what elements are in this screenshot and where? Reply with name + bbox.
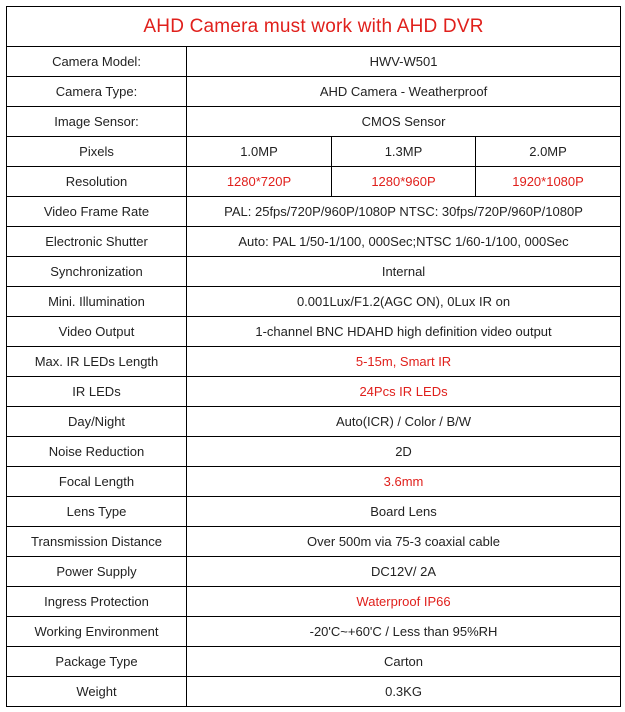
spec-row [7,107,621,137]
spec-label: Electronic Shutter [7,227,187,257]
table-title: AHD Camera must work with AHD DVR [7,7,621,47]
spec-value: Waterproof IP66 [187,587,621,617]
spec-value: 0.001Lux/F1.2(AGC ON), 0Lux IR on [187,287,621,317]
spec-value-cell: 1920*1080P [476,167,621,197]
spec-label: Noise Reduction [7,437,187,467]
spec-sheet [6,6,620,707]
spec-value: CMOS Sensor [187,107,621,137]
spec-value: AHD Camera - Weatherproof [187,77,621,107]
spec-value: Auto(ICR) / Color / B/W [187,407,621,437]
spec-value: DC12V/ 2A [187,557,621,587]
spec-value: Carton [187,647,621,677]
spec-value: 0.3KG [187,677,621,707]
spec-row [7,77,621,107]
spec-row [7,467,621,497]
spec-label: Camera Model: [7,47,187,77]
spec-label: Working Environment [7,617,187,647]
spec-value: 5-15m, Smart IR [187,347,621,377]
spec-label: Pixels [7,137,187,167]
spec-row [7,587,621,617]
title-row [7,7,621,47]
spec-row [7,617,621,647]
spec-label: Package Type [7,647,187,677]
spec-row [7,407,621,437]
spec-value: PAL: 25fps/720P/960P/1080P NTSC: 30fps/720P/960P/1080P [187,197,621,227]
spec-row [7,557,621,587]
spec-value: 24Pcs IR LEDs [187,377,621,407]
spec-row [7,227,621,257]
spec-label: Ingress Protection [7,587,187,617]
spec-value: HWV-W501 [187,47,621,77]
spec-value: 2D [187,437,621,467]
spec-label: Mini. Illumination [7,287,187,317]
spec-value: Board Lens [187,497,621,527]
spec-value-cell: 1280*960P [332,167,476,197]
spec-value: 3.6mm [187,467,621,497]
spec-row [7,167,621,197]
spec-value-cell: 1.0MP [187,137,332,167]
spec-row [7,527,621,557]
spec-label: Video Frame Rate [7,197,187,227]
spec-value: -20'C~+60'C / Less than 95%RH [187,617,621,647]
spec-row [7,257,621,287]
spec-label: Max. IR LEDs Length [7,347,187,377]
spec-row [7,317,621,347]
spec-label: IR LEDs [7,377,187,407]
spec-row [7,137,621,167]
spec-row [7,647,621,677]
spec-label: Camera Type: [7,77,187,107]
spec-label: Synchronization [7,257,187,287]
spec-row [7,437,621,467]
spec-label: Image Sensor: [7,107,187,137]
spec-value: 1-channel BNC HDAHD high definition video output [187,317,621,347]
spec-table-body [7,7,621,707]
spec-label: Lens Type [7,497,187,527]
spec-label: Transmission Distance [7,527,187,557]
spec-label: Day/Night [7,407,187,437]
spec-label: Focal Length [7,467,187,497]
spec-row [7,197,621,227]
spec-value-cell: 1280*720P [187,167,332,197]
spec-label: Power Supply [7,557,187,587]
spec-row [7,287,621,317]
spec-value: Over 500m via 75-3 coaxial cable [187,527,621,557]
spec-value: Auto: PAL 1/50-1/100, 000Sec;NTSC 1/60-1/100, 000Sec [187,227,621,257]
spec-value: Internal [187,257,621,287]
spec-row [7,677,621,707]
spec-label: Video Output [7,317,187,347]
spec-row [7,377,621,407]
spec-row [7,347,621,377]
spec-value-cell: 1.3MP [332,137,476,167]
spec-row [7,47,621,77]
spec-table [6,6,621,707]
spec-row [7,497,621,527]
spec-label: Resolution [7,167,187,197]
spec-label: Weight [7,677,187,707]
spec-value-cell: 2.0MP [476,137,621,167]
